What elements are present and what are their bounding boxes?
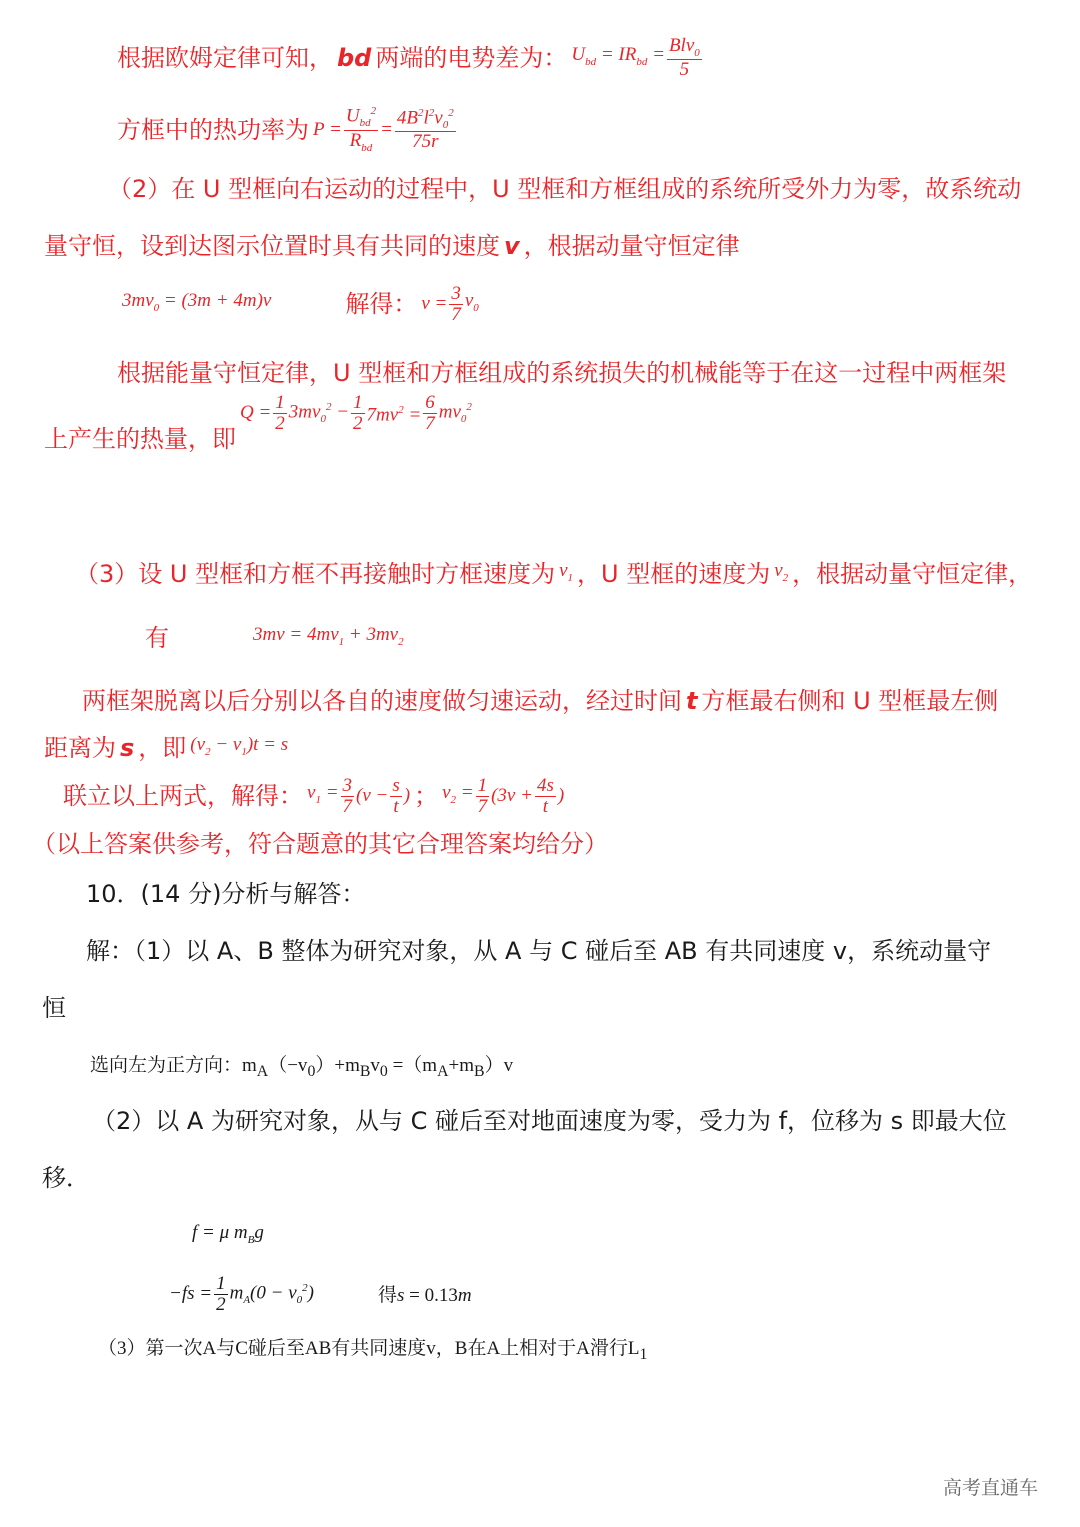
text-run: 两端的电势差为： xyxy=(375,44,568,73)
math-term: (3v + xyxy=(491,785,533,807)
text-run: 距离为 xyxy=(44,734,116,763)
text-line xyxy=(98,1331,647,1370)
numerator: 1 xyxy=(216,1272,226,1294)
fraction xyxy=(214,1274,228,1315)
text-run: 上产生的热量，即 xyxy=(44,425,236,453)
text-line xyxy=(117,358,1006,388)
text-run: ； xyxy=(414,782,439,811)
text-run: 选向左为正方向：$m_A(-v_0)+m_Bv_0 =(m_A+m_B)v$ xyxy=(90,1055,514,1080)
text-run: 解：（1）以 A、B 整体为研究对象，从 A 与 C 碰后至 AB 有共同速度 v，系统动量守 xyxy=(86,937,992,965)
formula xyxy=(313,106,458,154)
text-line xyxy=(42,993,66,1023)
math-term: ) xyxy=(557,785,565,807)
denominator: 5 xyxy=(679,59,690,81)
text-run: 根据欧姆定律可知， xyxy=(117,44,333,73)
italic-variable: bd xyxy=(337,44,372,73)
text-run: 移． xyxy=(42,1164,90,1192)
math-term: $3mv = 4mv_1 + 3mv_2$ xyxy=(253,624,404,648)
text-run: 方框最右侧和 U 型框最左侧 xyxy=(701,687,999,715)
fraction xyxy=(395,108,456,153)
math-term: $3mv_0^2$ − xyxy=(288,401,350,426)
text-run: 方框中的热功率为 xyxy=(117,116,309,144)
text-run: 根据能量守恒定律，U 型框和方框组成的系统损失的机械能等于在这一过程中两框架 xyxy=(117,359,1007,387)
text-run: ，U 型框的速度为 xyxy=(577,560,771,589)
formula xyxy=(169,1273,314,1315)
denominator: 7 xyxy=(425,412,435,434)
fraction xyxy=(351,393,365,434)
numerator: $U_{bd}^2$ xyxy=(345,105,377,130)
numerator: 3 xyxy=(451,283,461,304)
denominator: 2 xyxy=(353,412,363,434)
numerator: 4s xyxy=(536,775,554,796)
text-run: 联立以上两式，解得： xyxy=(63,782,303,811)
text-line xyxy=(90,1048,513,1087)
numerator: 1 xyxy=(353,391,363,413)
math-term: f = μ $m_Bg$ xyxy=(192,1222,264,1246)
numerator: 3 xyxy=(342,775,353,796)
math-term: = xyxy=(380,119,393,140)
text-line xyxy=(145,620,408,657)
math-term: $m_A(0 - v_0^2)$ xyxy=(229,1282,314,1307)
math-term: $7mv^2$ = xyxy=(366,404,422,426)
formula xyxy=(571,36,703,80)
text-line xyxy=(165,1273,472,1315)
denominator: 2 xyxy=(275,412,285,434)
fraction xyxy=(344,106,378,154)
numerator: 1 xyxy=(477,775,488,796)
fraction xyxy=(273,393,287,434)
denominator: 7 xyxy=(451,303,461,325)
text-run: ，即 xyxy=(138,734,187,763)
denominator: 7 xyxy=(477,795,488,817)
math-term: v = xyxy=(421,293,448,315)
text-line xyxy=(188,1218,268,1255)
text-line xyxy=(82,686,998,716)
text-line xyxy=(63,776,568,817)
text-run: 量守恒，设到达图示位置时具有共同的速度 xyxy=(44,232,500,260)
text-run: 恒 xyxy=(42,994,66,1022)
numerator: $4B^2l^2v_0^2$ xyxy=(396,106,454,131)
text-line xyxy=(236,392,476,434)
text-line xyxy=(44,424,236,454)
math-term: $U_{bd} = IR_{bd}$ = xyxy=(571,43,665,68)
formula xyxy=(307,776,410,817)
fraction xyxy=(449,284,463,325)
denominator: t xyxy=(542,795,549,817)
text-line xyxy=(117,106,462,154)
math-term: $v_0$ xyxy=(464,290,479,314)
formula xyxy=(559,556,573,593)
formula xyxy=(190,730,288,767)
text-line xyxy=(86,879,365,909)
text-line xyxy=(32,829,608,859)
math-term: $v_1$ = xyxy=(307,782,339,806)
numerator: 1 xyxy=(275,391,285,413)
numerator: s xyxy=(392,775,400,796)
formula xyxy=(421,284,478,325)
text-line xyxy=(92,1106,1007,1136)
italic-variable: v xyxy=(504,232,520,260)
text-run: 有 xyxy=(145,624,169,653)
formula xyxy=(240,392,472,434)
math-term: $v_1$ xyxy=(559,560,574,584)
fraction xyxy=(667,36,702,80)
text-run: 10．(14 分)分析与解答： xyxy=(86,880,366,908)
fraction xyxy=(390,776,401,817)
italic-variable: s xyxy=(120,734,135,763)
text-line xyxy=(44,730,292,767)
text-line xyxy=(118,284,483,325)
math-term: $mv_0^2$ xyxy=(438,401,472,426)
text-run: 两框架脱离以后分别以各自的速度做匀速运动，经过时间 xyxy=(82,687,682,715)
text-run: ，根据动量守恒定律 xyxy=(523,232,740,260)
denominator: $R_{bd}$ xyxy=(349,129,373,154)
text-run: （3）第一次A与C碰后至AB有共同速度v，B在A上相对于A滑行$L_1$ xyxy=(98,1338,648,1363)
text-line xyxy=(44,231,740,261)
formula xyxy=(253,620,404,657)
math-term: $v_2$ xyxy=(774,560,789,584)
text-line xyxy=(108,174,1021,204)
math-term: (v − xyxy=(356,785,389,807)
numerator: 6 xyxy=(425,391,435,413)
text-line xyxy=(42,1163,90,1193)
denominator: 7 xyxy=(342,795,353,817)
numerator: Blv$_0$ xyxy=(668,35,700,59)
math-term: −fs = xyxy=(169,1283,213,1305)
text-run: （3）设 U 型框和方框不再接触时方框速度为 xyxy=(75,560,556,589)
formula xyxy=(774,556,788,593)
math-term: $v_2$ = xyxy=(442,782,474,806)
formula xyxy=(122,286,271,323)
formula xyxy=(442,776,564,817)
math-term: $3mv_0 = (3m + 4m)v$ xyxy=(122,290,272,314)
math-term: Q = xyxy=(240,402,272,424)
text-run: 解得： xyxy=(345,290,418,319)
denominator: 75r xyxy=(412,131,439,153)
denominator: t xyxy=(393,795,399,817)
italic-variable: t xyxy=(686,687,698,715)
text-run: （2）在 U 型框向右运动的过程中，U 型框和方框组成的系统所受外力为零，故系统动 xyxy=(108,175,1022,203)
math-term: P = xyxy=(313,119,342,140)
text-line xyxy=(117,36,708,80)
text-run: （以上答案供参考，符合题意的其它合理答案均给分） xyxy=(32,830,608,858)
denominator: 2 xyxy=(216,1293,226,1315)
watermark: 高考直通车 xyxy=(943,1477,1039,1499)
text-run: ，根据动量守恒定律， xyxy=(792,560,1033,589)
math-term: ) xyxy=(403,785,411,807)
math-term: $(v_2 - v_1)t = s$ xyxy=(190,734,289,758)
text-line xyxy=(86,936,991,966)
fraction xyxy=(423,393,437,434)
fraction xyxy=(476,776,490,817)
fraction xyxy=(341,776,355,817)
formula xyxy=(192,1218,264,1255)
text-run: （2）以 A 为研究对象，从与 C 碰后至对地面速度为零，受力为 f，位移为 s 即最大位 xyxy=(92,1107,1007,1135)
text-line xyxy=(75,556,1032,593)
fraction xyxy=(535,776,556,817)
text-run: 得s = 0.13m xyxy=(377,1284,472,1306)
